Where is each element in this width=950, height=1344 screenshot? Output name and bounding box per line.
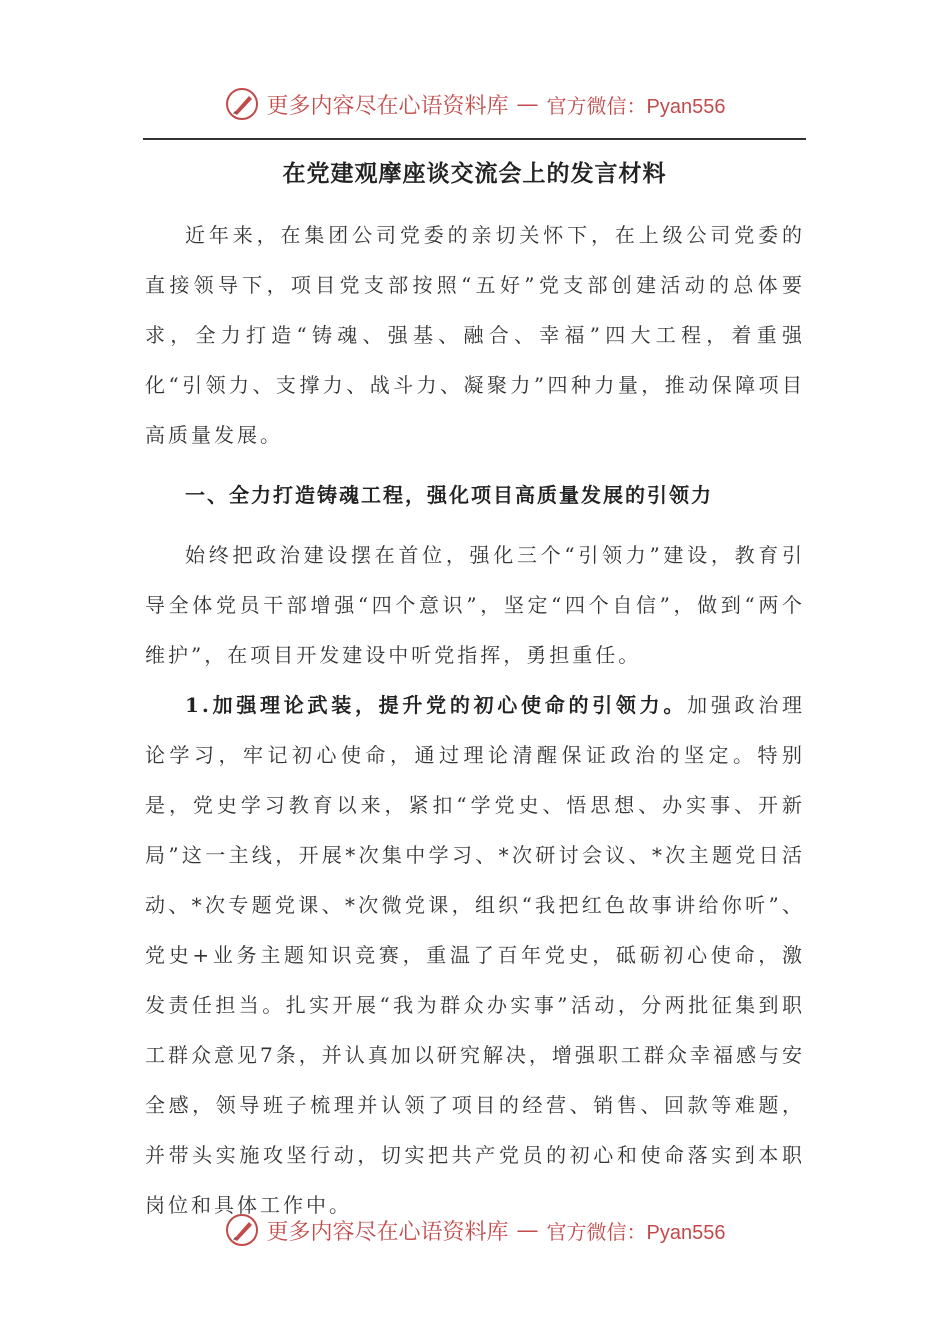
footer-dash: — [516,1217,539,1243]
item-1-lead: 1.加强理论武装，提升党的初心使命的引领力。 [185,693,688,717]
header-banner [0,82,950,126]
banner-brand-text: 更多内容尽在心语资料库 [266,93,509,119]
intro-paragraph: 近年来，在集团公司党委的亲切关怀下，在上级公司党委的直接领导下，项目党支部按照“五好”党支部创建活动的总体要求，全力打造“铸魂、强基、融合、幸福”四大工程，着重强化“引领力、支撑力、战斗力、凝聚力”四种力量，推动保障项目高质量发展。 [145,223,805,447]
section-1-paragraph: 始终把政治建设摆在首位，强化三个“引领力”建设，教育引导全体党员干部增强“四个意识”，坚定“四个自信”，做到“两个维护”，在项目开发建设中听党指挥，勇担重任。 [145,543,805,667]
document-title: 在党建观摩座谈交流会上的发言材料 [282,160,667,187]
item-1-paragraph [145,680,805,1230]
footer-brand-text: 更多内容尽在心语资料库 [266,1219,509,1245]
footer-banner [0,1208,950,1252]
banner-contact-text: 官方微信：Pyan556 [546,95,726,118]
header-divider [143,138,806,140]
banner-dash: — [516,91,539,117]
document-body [145,210,805,1230]
footer-contact-text: 官方微信：Pyan556 [546,1221,726,1244]
item-1-body: 加强政治理论学习，牢记初心使命，通过理论清醒保证政治的坚定。特别是，党史学习教育以来，紧扣“学党史、悟思想、办实事、开新局”这一主线，开展*次集中学习、*次研讨会议、*次主题党日活动、*次专题党课、*次微党课，组织“我把红色故事讲给你听”、党史+业务主题知识竞赛，重温了百年党史，砥砺初心使命，激发责任担当。扎实开展“我为群众办实事”活动，分两批征集到职工群众意见7条，并认真加以研究解决，增强职工群众幸福感与安全感，领导班子梳理并认领了项目的经营、销售、回款等难题，并带头实施攻坚行动，切实把共产党员的初心和使命落实到本职岗位和具体工作中。 [145,693,805,1217]
section-1-heading: 一、全力打造铸魂工程，强化项目高质量发展的引领力 [185,483,713,507]
quill-logo-icon [225,87,259,121]
quill-logo-icon [225,1213,259,1247]
